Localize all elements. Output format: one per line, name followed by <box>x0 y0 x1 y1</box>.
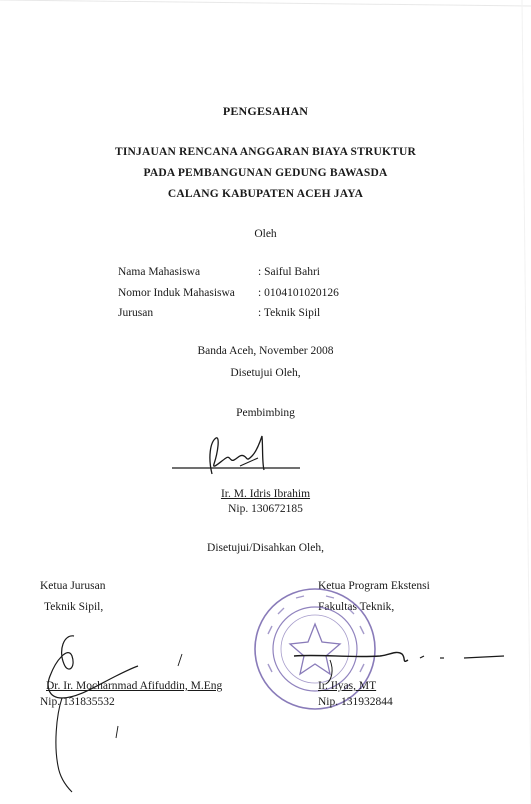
left-signatory-name: Dr. Ir. Mocharnmad Afifuddin, M.Eng <box>46 680 223 692</box>
department-label: Jurusan <box>118 307 154 319</box>
right-signatory-nip: Nip. 131932844 <box>318 696 393 708</box>
left-signatory-nip: Nip. 131835532 <box>40 696 115 708</box>
ratification-label: Disetujui/Disahkan Oleh, <box>207 542 324 554</box>
supervisor-nip: Nip. 130672185 <box>228 503 303 515</box>
student-name-label: Nama Mahasiswa <box>118 266 201 278</box>
place-date: Banda Aceh, November 2008 <box>197 345 334 357</box>
approved-by-label: Disetujui Oleh, <box>230 367 301 379</box>
right-signatory-title-1: Ketua Program Ekstensi <box>318 580 430 592</box>
left-signatory-title-2: Teknik Sipil, <box>44 601 104 613</box>
student-name-value: : Saiful Bahri <box>258 266 320 278</box>
student-id-label: Nomor Induk Mahasiswa <box>118 287 235 299</box>
by-label: Oleh <box>254 228 277 240</box>
right-signatory-title-2: Fakultas Teknik, <box>318 601 395 613</box>
left-signatory-title-1: Ketua Jurusan <box>40 580 106 592</box>
supervisor-role: Pembimbing <box>236 407 295 419</box>
page-title: PENGESAHAN <box>222 104 309 118</box>
department-value: : Teknik Sipil <box>258 307 321 319</box>
right-signatory-signature <box>290 636 510 686</box>
supervisor-name: Ir. M. Idris Ibrahim <box>220 488 311 500</box>
supervisor-signature <box>168 428 304 484</box>
thesis-title-line-2: PADA PEMBANGUNAN GEDUNG BAWASDA <box>143 167 388 179</box>
right-signatory-name: Ir. Ilyas, MT <box>318 680 377 692</box>
thesis-title-line-1: TINJAUAN RENCANA ANGGARAN BIAYA STRUKTUR <box>114 146 417 158</box>
thesis-title-line-3: CALANG KABUPATEN ACEH JAYA <box>167 188 364 200</box>
student-id-value: : 0104101020126 <box>258 287 339 299</box>
